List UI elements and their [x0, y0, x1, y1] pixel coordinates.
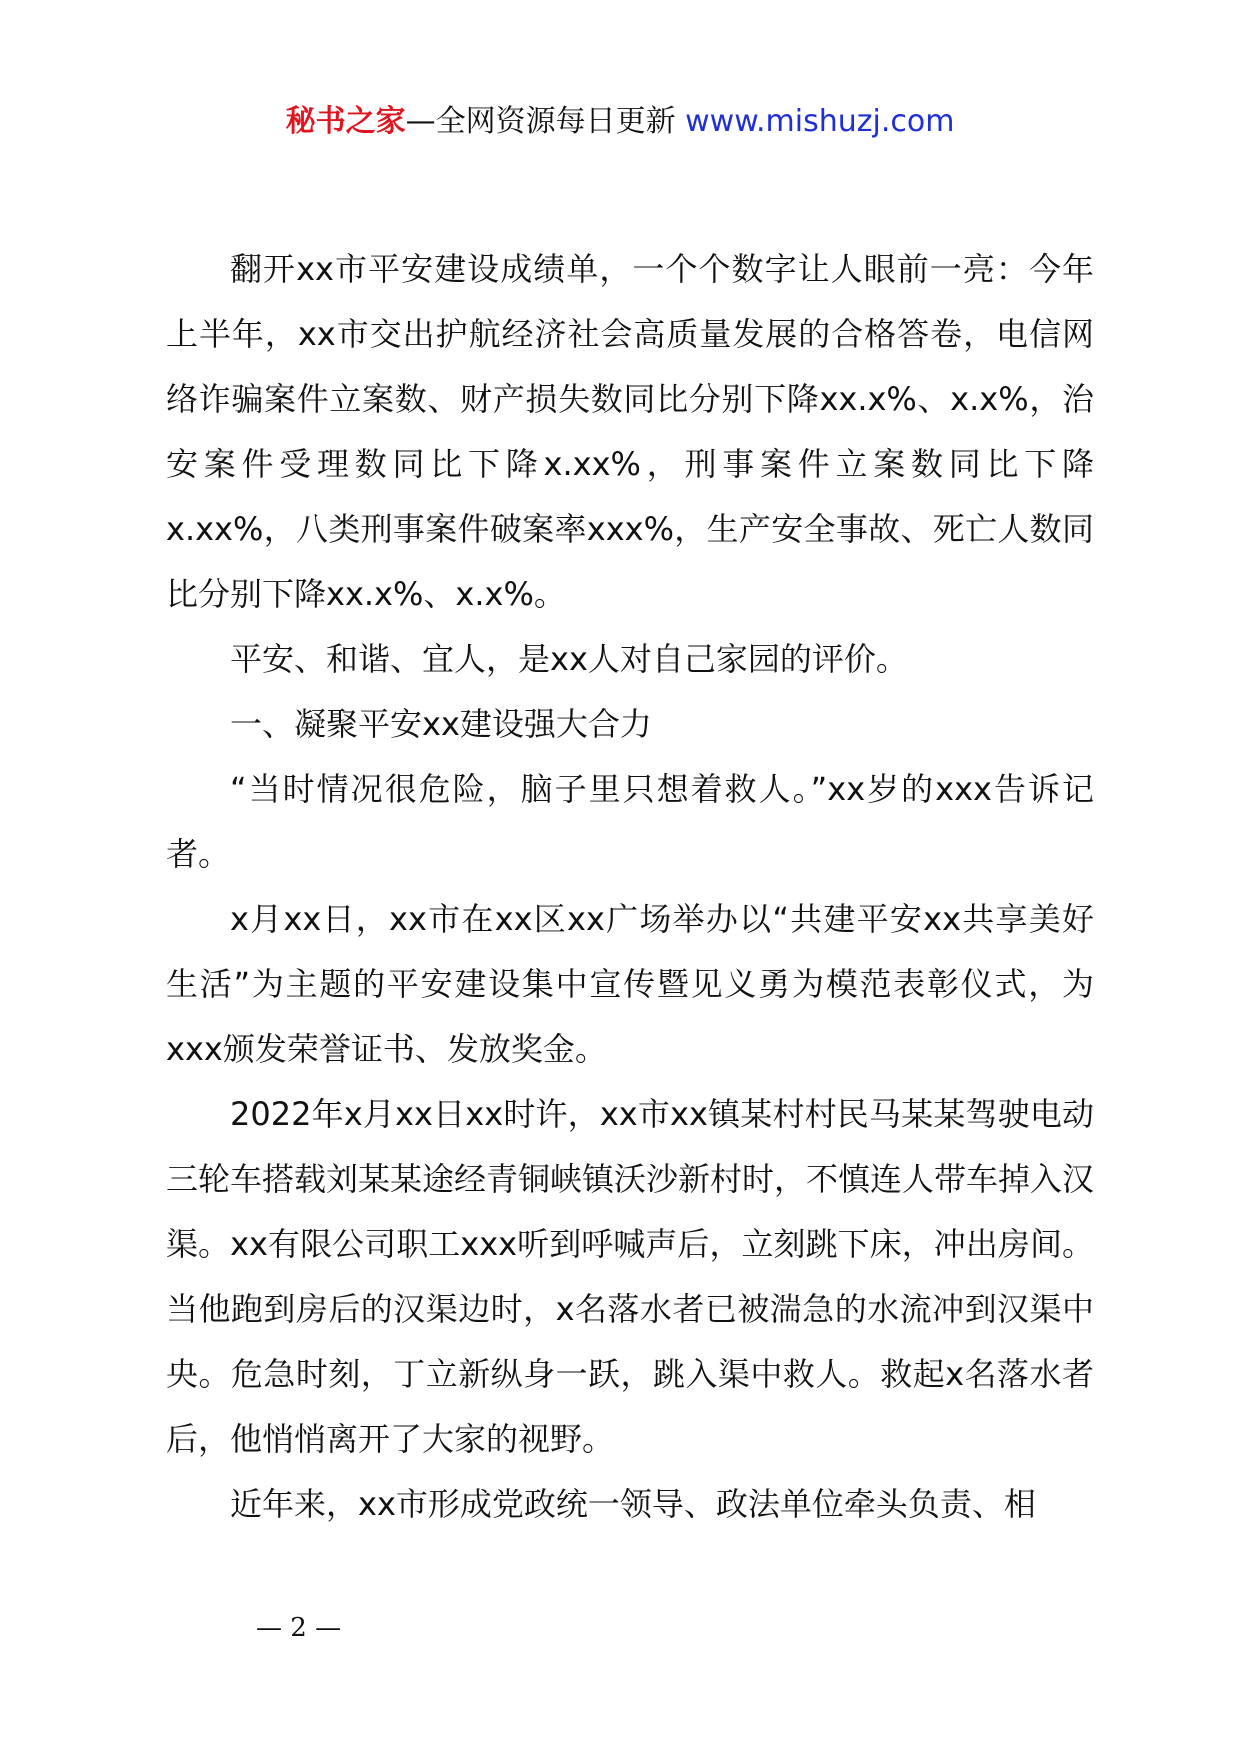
- paragraph-rescue-story: 2022年x月xx日xx时许，xx市xx镇某村村民马某某驾驶电动三轮车搭载刘某某途经青铜峡镇沃沙新村时，不慎连人带车掉入汉渠。xx有限公司职工xxx听到呼喊声后，立刻跳下床，冲出房间。当他跑到房后的汉渠边时，x名落水者已被湍急的水流冲到汉渠中央。危急时刻，丁立新纵身一跃，跳入渠中救人。救起x名落水者后，他悄悄离开了大家的视野。: [166, 1095, 1095, 1458]
- site-banner: [0, 100, 1240, 144]
- banner-slogan: —全网资源每日更新: [405, 104, 686, 139]
- brand-name: 秘书之家: [285, 104, 406, 139]
- paragraph-summary: 翻开xx市平安建设成绩单，一个个数字让人眼前一亮：今年上半年，xx市交出护航经济社会高质量发展的合格答卷，电信网络诈骗案件立案数、财产损失数同比分别下降xx.x%、x.x%，治安案件受理数同比下降x.xx%，刑事案件立案数同比下降x.xx%，八类刑事案件破案率xxx%，生产安全事故、死亡人数同比分别下降xx.x%、x.x%。: [166, 250, 1094, 613]
- paragraph-ceremony: x月xx日，xx市在xx区xx广场举办以“共建平安xx共享美好生活”为主题的平安建设集中宣传暨见义勇为模范表彰仪式，为xxx颁发荣誉证书、发放奖金。: [166, 900, 1094, 1068]
- paragraph-evaluation: 平安、和谐、宜人，是xx人对自己家园的评价。: [230, 640, 908, 678]
- section-heading: 一、凝聚平安xx建设强大合力: [230, 705, 652, 743]
- page-number: — 2 —: [256, 1613, 342, 1643]
- site-url-link[interactable]: www.mishuzj.com: [685, 104, 955, 139]
- article-body: [166, 237, 1094, 1537]
- paragraph-recent-years: 近年来，xx市形成党政统一领导、政法单位牵头负责、相: [230, 1485, 1036, 1523]
- paragraph-quote: “当时情况很危险，脑子里只想着救人。”xx岁的xxx告诉记者。: [166, 770, 1094, 873]
